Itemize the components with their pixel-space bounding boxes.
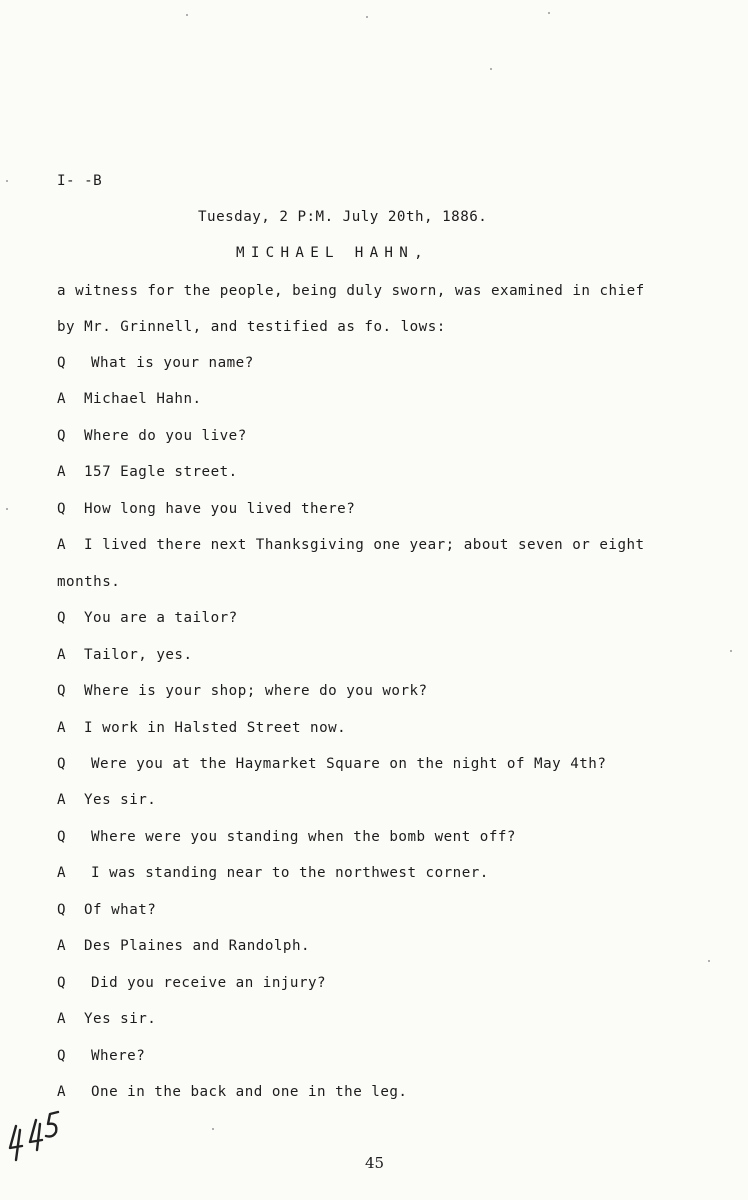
answer-marker: A <box>57 792 67 808</box>
question-marker: Q <box>57 501 67 517</box>
question-marker: Q <box>57 829 67 845</box>
question-text: How long have you lived there? <box>84 501 356 517</box>
answer-marker: A <box>57 647 67 663</box>
answer-marker: A <box>57 537 67 553</box>
question-text: Did you receive an injury? <box>91 975 327 991</box>
answer-continuation: months. <box>57 574 121 590</box>
date-line: Tuesday, 2 P:M. July 20th, 1886. <box>198 209 488 225</box>
question-text: Where is your shop; where do you work? <box>84 683 428 699</box>
answer-text: 157 Eagle street. <box>84 464 238 480</box>
question-marker: Q <box>57 683 67 699</box>
answer-marker: A <box>57 938 67 954</box>
answer-text: Yes sir. <box>84 792 157 808</box>
question-marker: Q <box>57 355 67 371</box>
question-marker: Q <box>57 610 67 626</box>
answer-text: I work in Halsted Street now. <box>84 720 347 736</box>
answer-text: Michael Hahn. <box>84 391 202 407</box>
question-marker: Q <box>57 975 67 991</box>
question-text: Where do you live? <box>84 428 247 444</box>
witness-name: MICHAEL HAHN, <box>236 245 429 261</box>
question-text: Of what? <box>84 902 157 918</box>
answer-text: Tailor, yes. <box>84 647 193 663</box>
answer-text: Des Plaines and Randolph. <box>84 938 311 954</box>
answer-marker: A <box>57 720 67 736</box>
answer-text: I was standing near to the northwest corner. <box>91 865 489 881</box>
answer-marker: A <box>57 464 67 480</box>
question-marker: Q <box>57 902 67 918</box>
page-number: 45 <box>365 1154 385 1172</box>
answer-marker: A <box>57 391 67 407</box>
answer-text: One in the back and one in the leg. <box>91 1084 408 1100</box>
question-text: Where? <box>91 1048 146 1064</box>
answer-marker: A <box>57 1011 67 1027</box>
question-marker: Q <box>57 756 67 772</box>
question-text: What is your name? <box>91 355 254 371</box>
answer-marker: A <box>57 865 67 881</box>
question-text: Were you at the Haymarket Square on the night of May 4th? <box>91 756 607 772</box>
answer-text: I lived there next Thanksgiving one year; about seven or eight <box>84 537 645 553</box>
answer-marker: A <box>57 1084 67 1100</box>
question-text: You are a tailor? <box>84 610 238 626</box>
intro-line-1: a witness for the people, being duly sworn, was examined in chief <box>57 283 645 299</box>
document-header-id: I- -B <box>57 173 103 189</box>
question-marker: Q <box>57 428 67 444</box>
answer-text: Yes sir. <box>84 1011 157 1027</box>
handwritten-margin-mark <box>6 1108 66 1168</box>
question-marker: Q <box>57 1048 67 1064</box>
question-text: Where were you standing when the bomb went off? <box>91 829 516 845</box>
intro-line-2: by Mr. Grinnell, and testified as fo. lows: <box>57 319 446 335</box>
